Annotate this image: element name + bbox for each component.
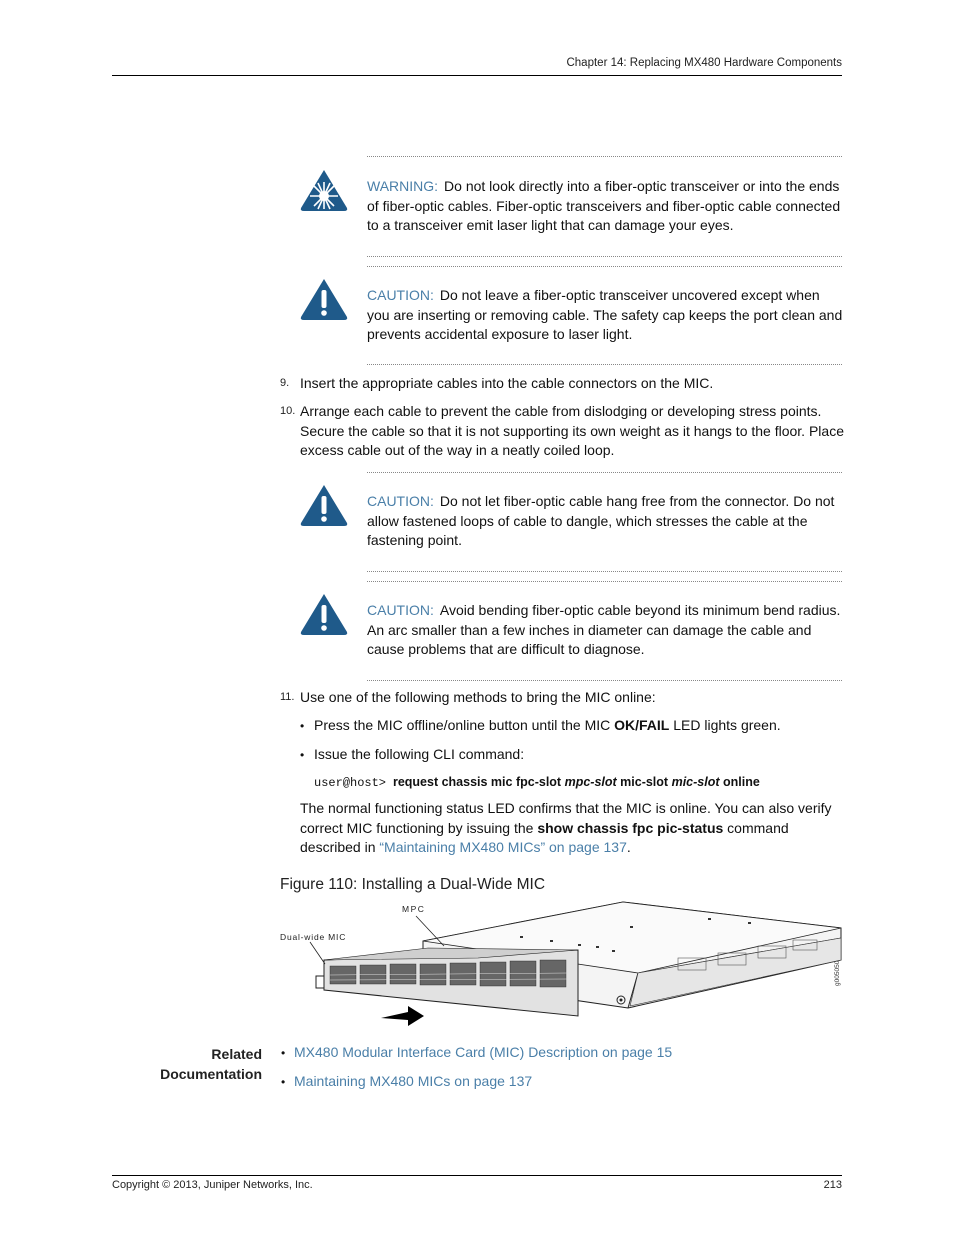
figure-title: Figure 110: Installing a Dual-Wide MIC: [280, 876, 546, 893]
step-text: Arrange each cable to prevent the cable from dislodging or developing stress points. Secure the cable so that it is not supporting its own weight as it hangs to the floor. Place excess cable out of the way in a neatly coiled loop.: [300, 403, 844, 459]
status-paragraph: [300, 799, 845, 858]
notice-divider: [367, 364, 842, 365]
notice-divider: [367, 472, 842, 473]
related-link[interactable]: Maintaining MX480 MICs on page 137: [294, 1073, 533, 1089]
heading-line: Related: [211, 1046, 262, 1062]
notice-text: Do not look directly into a fiber-optic transceiver or into the ends of fiber-optic cables. Fiber-optic transceivers and fiber-optic cable connected to a transceiver emit laser light that can damage your eyes.: [367, 178, 841, 234]
related-documentation-heading: [150, 1044, 262, 1084]
caution-icon: [299, 483, 349, 527]
notice-divider: [367, 581, 842, 582]
paragraph-text: The normal functioning status LED confirms that the MIC is online. You can also verify correct MIC functioning by issuing the: [300, 800, 832, 836]
caution-notice: [367, 286, 843, 345]
paragraph-text: command described in: [300, 819, 789, 856]
header-rule: [112, 75, 842, 76]
caution-icon: [299, 592, 349, 636]
notice-divider: [367, 680, 842, 681]
notice-text: Do not leave a fiber-optic transceiver uncovered except when you are inserting or removing cable. The safety cap keeps the port clean and prevents accidental exposure to laser light.: [367, 287, 843, 343]
page-number: 213: [823, 1179, 842, 1191]
step-number: 10.: [280, 405, 296, 417]
bullet: •: [300, 748, 305, 762]
notice-divider: [367, 256, 842, 257]
paragraph-text: .: [626, 839, 631, 856]
step-bullet: [314, 717, 781, 733]
notice-text: Avoid bending fiber-optic cable beyond its minimum bend radius. An arc smaller than a few inches in diameter can damage the cable and cause problems that are difficult to diagnose.: [367, 602, 841, 658]
caution-notice: [367, 601, 843, 660]
footer-rule: [112, 1175, 842, 1176]
bullet: •: [300, 719, 305, 733]
led-name: OK/FAIL: [614, 717, 670, 733]
related-link[interactable]: MX480 Modular Interface Card (MIC) Description on page 15: [294, 1044, 673, 1060]
bullet: •: [281, 1046, 286, 1060]
mic-callout-label: Dual-wide MIC: [280, 932, 347, 942]
notice-divider: [367, 156, 842, 157]
cli-keyword: show chassis fpc pic-status: [537, 819, 724, 836]
bullet-text: Press the MIC offline/online button until the MIC: [314, 717, 615, 733]
notice-divider: [367, 266, 842, 267]
cli-command: [314, 775, 760, 790]
notice-label: CAUTION:: [367, 493, 434, 509]
notice-label: CAUTION:: [367, 287, 434, 303]
step-bullet: Issue the following CLI command:: [314, 746, 525, 762]
step-number: 9.: [280, 377, 290, 389]
step-number: 11.: [280, 691, 295, 703]
warning-notice: [367, 177, 843, 236]
bullet: •: [281, 1075, 286, 1089]
copyright: Copyright © 2013, Juniper Networks, Inc.: [112, 1179, 313, 1191]
laser-warning-icon: [299, 168, 349, 212]
cli-keyword: online: [723, 775, 760, 789]
step-text: Insert the appropriate cables into the cable connectors on the MIC.: [300, 375, 714, 391]
bullet-text: LED lights green.: [669, 717, 781, 733]
notice-divider: [367, 571, 842, 572]
cli-keyword: request chassis mic fpc-slot: [392, 775, 562, 789]
heading-line: Documentation: [160, 1066, 262, 1082]
step-text: Use one of the following methods to bring the MIC online:: [300, 689, 656, 705]
cli-prompt: user@host>: [314, 776, 387, 790]
cli-variable: mic-slot: [671, 775, 720, 789]
notice-text: Do not let fiber-optic cable hang free from the connector. Do not allow fastened loops of cable to dangle, which stresses the cable at the fastening point.: [367, 493, 835, 549]
insertion-arrow: [381, 1006, 424, 1026]
cli-keyword: mic-slot: [620, 775, 669, 789]
mic-installation-figure: [278, 898, 848, 1028]
callout-line: [310, 942, 325, 964]
running-header: Chapter 14: Replacing MX480 Hardware Components: [566, 57, 842, 69]
notice-label: WARNING:: [367, 178, 439, 194]
cross-reference-link[interactable]: “Maintaining MX480 MICs” on page 137: [379, 839, 627, 856]
notice-label: CAUTION:: [367, 602, 434, 618]
figure-id: g005050: [834, 960, 841, 986]
cli-variable: mpc-slot: [564, 775, 617, 789]
caution-icon: [299, 277, 349, 321]
dual-wide-mic: [316, 948, 578, 1016]
caution-notice: [367, 492, 843, 551]
mpc-callout-label: MPC: [402, 904, 426, 914]
